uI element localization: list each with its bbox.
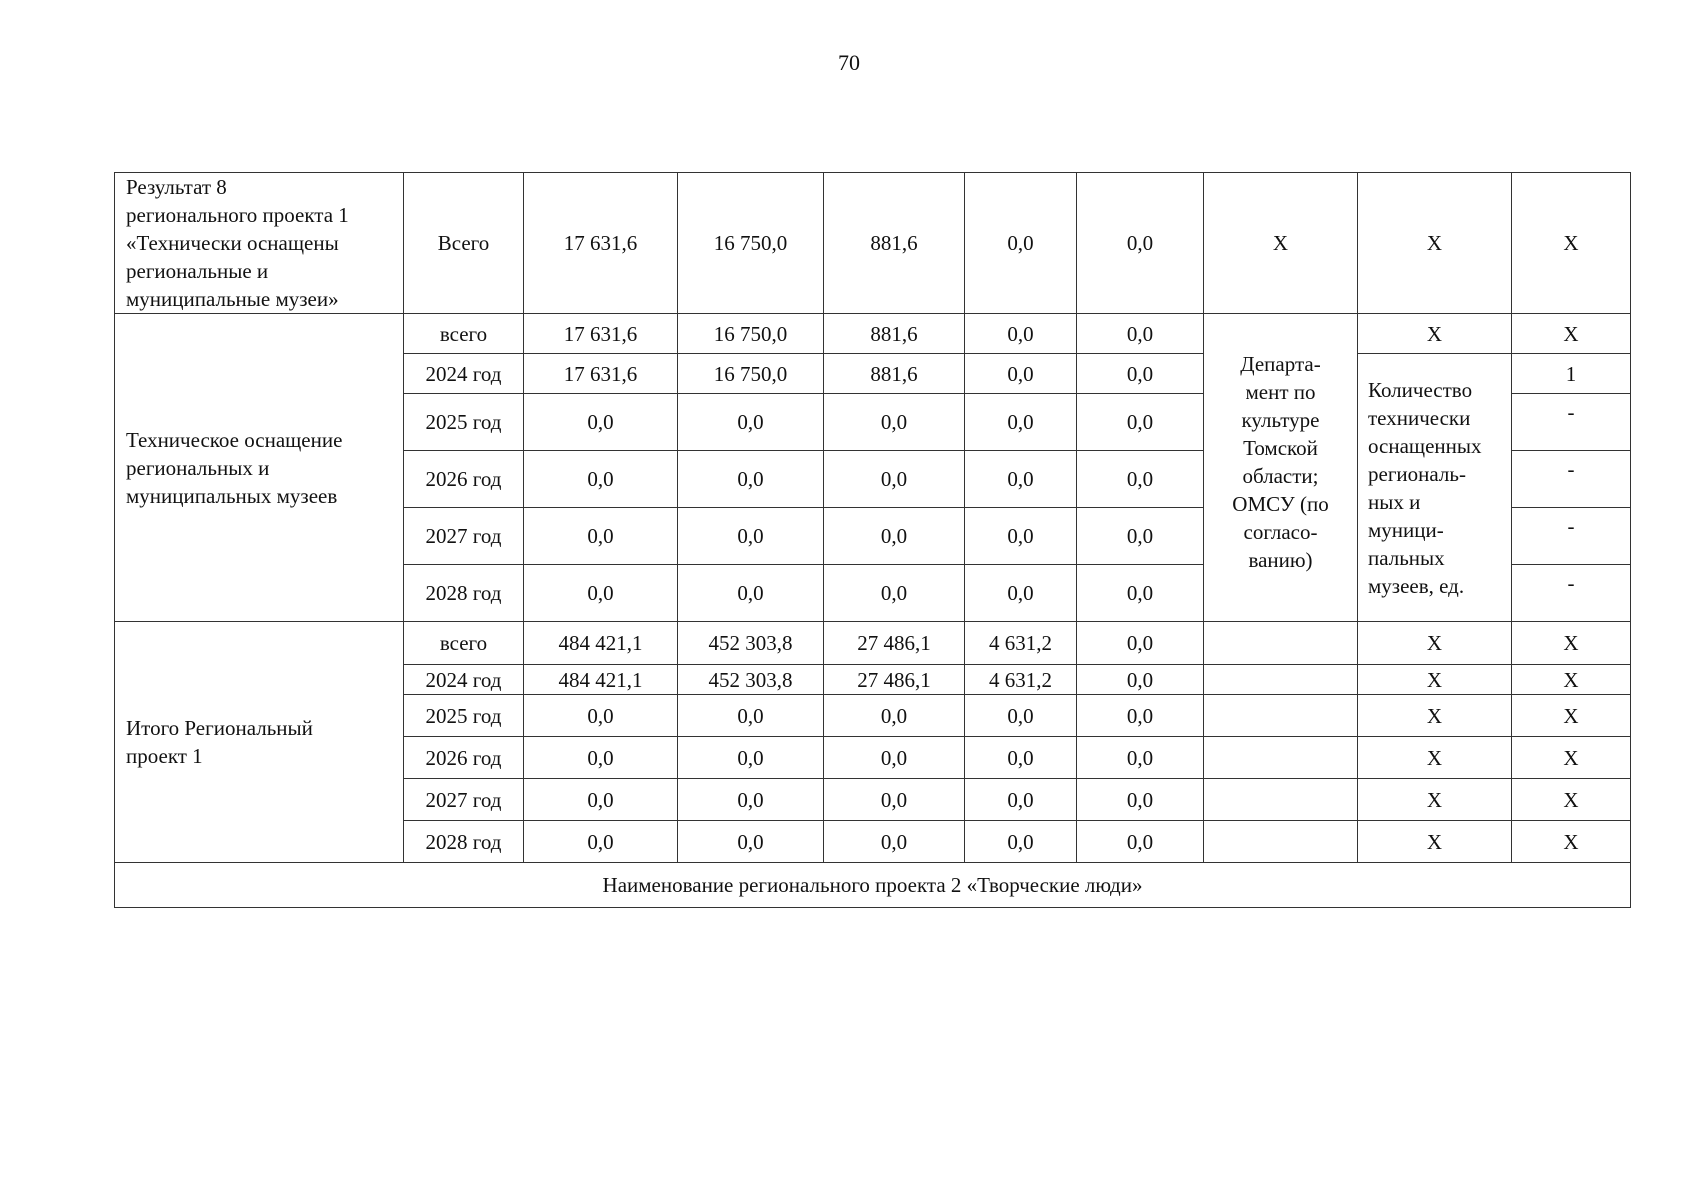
period-cell: 2025 год xyxy=(404,695,524,737)
result-8-name: Результат 8 регионального проекта 1 «Технически оснащены региональные и муниципальные музеи» xyxy=(115,173,404,314)
result-8-federal: 16 750,0 xyxy=(678,173,824,314)
result-8-total: 17 631,6 xyxy=(524,173,678,314)
value-cell: 452 303,8 xyxy=(678,622,824,665)
value-cell: 27 486,1 xyxy=(824,665,965,695)
target-cell: - xyxy=(1512,451,1631,508)
value-cell: 0,0 xyxy=(824,508,965,565)
period-cell: всего xyxy=(404,622,524,665)
budget-table xyxy=(114,172,1631,908)
value-cell: 0,0 xyxy=(678,451,824,508)
period-cell: 2026 год xyxy=(404,451,524,508)
value-cell: 0,0 xyxy=(965,565,1077,622)
value-cell: 0,0 xyxy=(824,565,965,622)
value-cell: 0,0 xyxy=(678,737,824,779)
total-name: Итого Региональный проект 1 xyxy=(115,622,404,863)
value-cell: 0,0 xyxy=(1077,622,1204,665)
value-cell: 0,0 xyxy=(1077,565,1204,622)
indicator-cell: Х xyxy=(1358,665,1512,695)
value-cell: 0,0 xyxy=(1077,394,1204,451)
equipment-executor: Департа- мент по культуре Томской области; ОМСУ (по согласо- ванию) xyxy=(1204,314,1358,622)
value-cell: 0,0 xyxy=(1077,779,1204,821)
result-8-executor: Х xyxy=(1204,173,1358,314)
value-cell: 17 631,6 xyxy=(524,354,678,394)
executor-cell xyxy=(1204,622,1358,665)
value-cell: 0,0 xyxy=(524,779,678,821)
value-cell: 0,0 xyxy=(1077,314,1204,354)
value-cell: 0,0 xyxy=(824,451,965,508)
result-8-indicator: Х xyxy=(1358,173,1512,314)
value-cell: 0,0 xyxy=(824,821,965,863)
value-cell: 0,0 xyxy=(524,508,678,565)
value-cell: 0,0 xyxy=(1077,821,1204,863)
value-cell: 4 631,2 xyxy=(965,622,1077,665)
value-cell: 0,0 xyxy=(824,779,965,821)
project-2-heading-row xyxy=(115,863,1631,908)
indicator-cell: Х xyxy=(1358,821,1512,863)
target-cell: Х xyxy=(1512,665,1631,695)
value-cell: 881,6 xyxy=(824,314,965,354)
period-cell: всего xyxy=(404,314,524,354)
value-cell: 0,0 xyxy=(1077,508,1204,565)
value-cell: 0,0 xyxy=(1077,665,1204,695)
target-cell: 1 xyxy=(1512,354,1631,394)
table-row xyxy=(115,622,1631,665)
target-cell: Х xyxy=(1512,821,1631,863)
period-cell: 2028 год xyxy=(404,821,524,863)
executor-cell xyxy=(1204,737,1358,779)
target-cell: Х xyxy=(1512,779,1631,821)
value-cell: 16 750,0 xyxy=(678,354,824,394)
value-cell: 0,0 xyxy=(678,821,824,863)
period-cell: 2026 год xyxy=(404,737,524,779)
target-cell: - xyxy=(1512,565,1631,622)
indicator-cell: Х xyxy=(1358,779,1512,821)
value-cell: 0,0 xyxy=(678,394,824,451)
period-cell: 2024 год xyxy=(404,665,524,695)
value-cell: 0,0 xyxy=(965,394,1077,451)
value-cell: 484 421,1 xyxy=(524,622,678,665)
value-cell: 0,0 xyxy=(524,821,678,863)
target-cell: Х xyxy=(1512,314,1631,354)
result-8-target: Х xyxy=(1512,173,1631,314)
value-cell: 0,0 xyxy=(1077,695,1204,737)
value-cell: 0,0 xyxy=(965,314,1077,354)
target-cell: Х xyxy=(1512,737,1631,779)
value-cell: 0,0 xyxy=(524,394,678,451)
indicator-cell: Х xyxy=(1358,314,1512,354)
target-cell: - xyxy=(1512,508,1631,565)
value-cell: 881,6 xyxy=(824,354,965,394)
value-cell: 0,0 xyxy=(965,508,1077,565)
equipment-indicator: Количество технически оснащенных региональ- ных и муници- пальных музеев, ед. xyxy=(1358,354,1512,622)
value-cell: 0,0 xyxy=(678,779,824,821)
table-row xyxy=(115,314,1631,354)
period-cell: 2025 год xyxy=(404,394,524,451)
target-cell: Х xyxy=(1512,695,1631,737)
period-cell: 2028 год xyxy=(404,565,524,622)
value-cell: 0,0 xyxy=(524,737,678,779)
result-8-period: Всего xyxy=(404,173,524,314)
result-8-row xyxy=(115,173,1631,314)
executor-cell xyxy=(1204,779,1358,821)
project-2-heading: Наименование регионального проекта 2 «Творческие люди» xyxy=(115,863,1631,908)
target-cell: Х xyxy=(1512,622,1631,665)
value-cell: 0,0 xyxy=(678,695,824,737)
value-cell: 0,0 xyxy=(824,737,965,779)
value-cell: 0,0 xyxy=(965,737,1077,779)
page-number: 70 xyxy=(838,50,860,75)
value-cell: 0,0 xyxy=(1077,737,1204,779)
period-cell: 2027 год xyxy=(404,779,524,821)
value-cell: 452 303,8 xyxy=(678,665,824,695)
value-cell: 17 631,6 xyxy=(524,314,678,354)
executor-cell xyxy=(1204,821,1358,863)
executor-cell xyxy=(1204,665,1358,695)
result-8-other: 0,0 xyxy=(1077,173,1204,314)
value-cell: 0,0 xyxy=(524,695,678,737)
indicator-cell: Х xyxy=(1358,737,1512,779)
value-cell: 0,0 xyxy=(1077,354,1204,394)
value-cell: 0,0 xyxy=(678,508,824,565)
indicator-cell: Х xyxy=(1358,622,1512,665)
value-cell: 27 486,1 xyxy=(824,622,965,665)
result-8-local: 0,0 xyxy=(965,173,1077,314)
value-cell: 16 750,0 xyxy=(678,314,824,354)
value-cell: 0,0 xyxy=(965,354,1077,394)
value-cell: 484 421,1 xyxy=(524,665,678,695)
value-cell: 0,0 xyxy=(965,779,1077,821)
value-cell: 0,0 xyxy=(1077,451,1204,508)
value-cell: 0,0 xyxy=(524,565,678,622)
result-8-regional: 881,6 xyxy=(824,173,965,314)
value-cell: 4 631,2 xyxy=(965,665,1077,695)
period-cell: 2027 год xyxy=(404,508,524,565)
value-cell: 0,0 xyxy=(678,565,824,622)
value-cell: 0,0 xyxy=(965,695,1077,737)
period-cell: 2024 год xyxy=(404,354,524,394)
target-cell: - xyxy=(1512,394,1631,451)
value-cell: 0,0 xyxy=(824,695,965,737)
value-cell: 0,0 xyxy=(524,451,678,508)
equipment-name: Техническое оснащение региональных и муниципальных музеев xyxy=(115,314,404,622)
executor-cell xyxy=(1204,695,1358,737)
indicator-cell: Х xyxy=(1358,695,1512,737)
value-cell: 0,0 xyxy=(965,821,1077,863)
value-cell: 0,0 xyxy=(965,451,1077,508)
value-cell: 0,0 xyxy=(824,394,965,451)
